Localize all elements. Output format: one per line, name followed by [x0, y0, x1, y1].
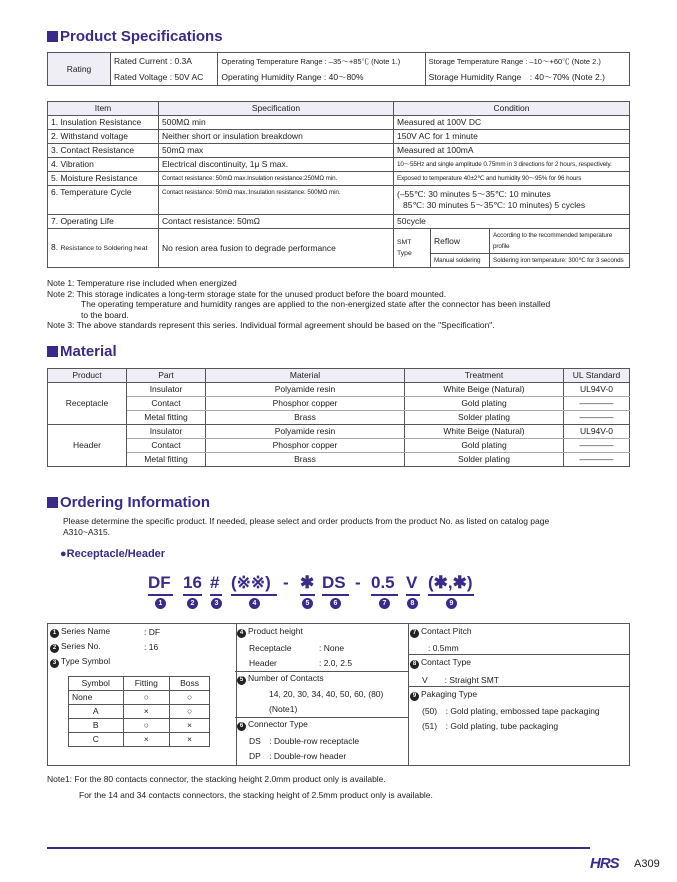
spec-header-spec: Specification	[159, 102, 394, 116]
material-header-material: Material	[206, 369, 405, 383]
ul-standard: ――――	[564, 453, 630, 467]
spec-condition: 150V AC for 1 minute	[394, 130, 630, 144]
contacts-row: 5 Number of Contacts	[237, 673, 324, 685]
material-table	[47, 368, 630, 467]
material: Phosphor copper	[206, 397, 405, 411]
spec-value: 50mΩ max	[159, 144, 394, 158]
ul-standard: ――――	[564, 397, 630, 411]
connector-type-row: 6 Connector Type	[237, 719, 308, 731]
spec-condition	[394, 186, 630, 215]
code-series: DF	[148, 573, 171, 592]
table-row	[69, 733, 210, 747]
code-series-no: 16	[183, 573, 202, 592]
underline-series	[148, 594, 173, 596]
part: Metal fitting	[127, 453, 206, 467]
part: Insulator	[127, 383, 206, 397]
spec-value: Electrical discontinuity, 1μ S max.	[159, 158, 394, 172]
spec-item: 6. Temperature Cycle	[48, 186, 159, 215]
badge-6: 6	[330, 598, 341, 609]
underline-packaging	[428, 594, 474, 596]
symbol: C	[69, 733, 124, 747]
table-row	[69, 719, 210, 733]
table-row	[48, 453, 630, 467]
spec-item: 5. Moisture Resistance	[48, 172, 159, 186]
table-row	[48, 186, 630, 215]
footer-rule	[47, 847, 590, 849]
spec-table	[47, 101, 630, 268]
spec-item: 1. Insulation Resistance	[48, 116, 159, 130]
badge-9: 9	[446, 598, 457, 609]
material: Brass	[206, 453, 405, 467]
spec-item: 2. Withstand voltage	[48, 130, 159, 144]
spec-value: No resion area fusion to degrade performance	[159, 229, 394, 268]
ordering-intro-line-1: Please determine the specific product. If needed, please select and order products from the product No. as listed on catalog page	[63, 516, 550, 526]
order-box-3	[408, 623, 630, 766]
treatment: Gold plating	[405, 439, 564, 453]
rating-storage-humidity: Storage Humidity Range : 40～70% (Note 2.)	[425, 69, 629, 86]
treatment: White Beige (Natural)	[405, 425, 564, 439]
rating-label: Rating	[48, 53, 111, 86]
section-title-ordering	[47, 494, 210, 511]
treatment: White Beige (Natural)	[405, 383, 564, 397]
specifications-title: Product Specifications	[60, 28, 223, 45]
rating-current: Rated Current : 0.3A	[111, 53, 218, 70]
badge-3: 3	[211, 598, 222, 609]
series-name-value: : DF	[144, 627, 161, 637]
table-row	[48, 425, 630, 439]
box2-divider-1	[235, 671, 408, 672]
spec-item-label: Resistance to Soldering heat	[60, 245, 148, 252]
rating-voltage: Rated Voltage : 50V AC	[111, 69, 218, 86]
underline-height	[231, 594, 277, 596]
table-row	[48, 397, 630, 411]
rating-op-temp: Operating Temperature Range : –35～+85℃ (Note 1.)	[218, 53, 425, 70]
code-pitch: 0.5	[371, 573, 395, 592]
ordering-subtitle: ●Receptacle/Header	[60, 548, 166, 560]
table-row	[69, 691, 210, 705]
table-row	[48, 439, 630, 453]
ul-standard: UL94V-0	[564, 383, 630, 397]
underline-series-no	[183, 594, 202, 596]
material: Phosphor copper	[206, 439, 405, 453]
boss: ×	[170, 719, 210, 733]
packaging-51: (51) : Gold plating, tube packaging	[422, 721, 559, 731]
underline-type	[210, 594, 222, 596]
box2-divider-2	[235, 717, 408, 718]
spec-condition: 10～55Hz and single amplitude 0.75mm in 3 directions for 2 hours, respectively.	[394, 158, 630, 172]
contacts-value: 14, 20, 30, 34, 40, 50, 60, (80)	[269, 689, 384, 699]
ordering-intro	[63, 516, 630, 538]
material: Polyamide resin	[206, 383, 405, 397]
symbol: None	[69, 691, 124, 705]
receptacle-label: Receptacle	[249, 643, 292, 653]
rating-table	[47, 52, 630, 86]
spec-value: 500MΩ min	[159, 116, 394, 130]
code-type: #	[210, 573, 220, 592]
fitting: ×	[123, 733, 170, 747]
badge-8: 8	[407, 598, 418, 609]
treatment: Solder plating	[405, 411, 564, 425]
spec-value: Contact resistance: 50mΩ max.Insulation resistance:250MΩ min.	[159, 172, 394, 186]
contact-type-row: 8 Contact Type	[410, 657, 471, 669]
temp-cycle-line-2: 85℃: 30 minutes 5～35℃: 10 minutes) 5 cycles	[403, 200, 586, 210]
code-dash-1: -	[283, 573, 289, 592]
code-dash-2: -	[355, 573, 361, 592]
part: Contact	[127, 439, 206, 453]
packaging-row: 9 Pakaging Type	[410, 689, 477, 701]
badge-7: 7	[379, 598, 390, 609]
boss: ×	[170, 733, 210, 747]
code-connector-type: DS	[322, 573, 346, 592]
table-row	[69, 705, 210, 719]
product-height-row: 4 Product height	[237, 626, 303, 638]
material-header-ul: UL Standard	[564, 369, 630, 383]
note-3: Note 3: The above standards represent this series. Individual formal agreement should be based on the "Specification".	[47, 320, 495, 330]
spec-item-number: 8.	[51, 242, 59, 252]
symbol-table	[68, 676, 210, 747]
material: Brass	[206, 411, 405, 425]
spec-condition: Measured at 100V DC	[394, 116, 630, 130]
spec-condition: Measured at 100mA	[394, 144, 630, 158]
spec-header-item: Item	[48, 102, 159, 116]
packaging-50: (50) : Gold plating, embossed tape packaging	[422, 706, 600, 716]
spec-item: 3. Contact Resistance	[48, 144, 159, 158]
spec-item: 4. Vibration	[48, 158, 159, 172]
table-row	[48, 383, 630, 397]
contacts-label: Number of Contacts	[248, 673, 324, 683]
note-2: Note 2: This storage indicates a long-term storage state for the unused product before the board mounted.	[47, 288, 447, 299]
rating-op-humidity: Operating Humidity Range : 40～80%	[218, 69, 425, 86]
box3-divider-1	[408, 654, 629, 655]
note-2-cont: The operating temperature and humidity ranges are applied to the non-energized state after the connector has been installed	[81, 299, 551, 309]
badge-2: 2	[187, 598, 198, 609]
product-receptacle: Receptacle	[48, 383, 127, 425]
table-row	[48, 229, 630, 254]
table-row	[48, 144, 630, 158]
ordering-intro-line-2: A310~A315.	[63, 527, 111, 537]
part: Metal fitting	[127, 411, 206, 425]
spec-item: 7. Operating Life	[48, 215, 159, 229]
ordering-note-2: For the 14 and 34 contacts connectors, the stacking height of 2.5mm product only is available.	[79, 790, 433, 800]
rating-storage-temp: Storage Temperature Range : –10～+60℃ (Note 2.)	[425, 53, 629, 70]
ul-standard: UL94V-0	[564, 425, 630, 439]
section-title-specifications	[47, 28, 223, 45]
header-value: : 2.0, 2.5	[319, 658, 353, 668]
code-contact-type: V	[406, 573, 418, 592]
symbol: B	[69, 719, 124, 733]
smt-type-label: SMT Type	[394, 229, 431, 268]
ordering-notes	[47, 771, 433, 803]
box3-divider-2	[408, 686, 629, 687]
series-no-row: 2 Series No.	[50, 641, 101, 653]
ordering-title: Ordering Information	[60, 494, 210, 511]
series-name-row: 1 Series Name	[50, 626, 110, 638]
contact-pitch-row: 7 Contact Pitch	[410, 626, 472, 638]
hrs-logo: HRS	[590, 855, 619, 872]
manual-soldering-condition: Soldering iron temperature: 300℃ for 3 seconds	[490, 254, 630, 268]
spec-value: Contact resistance: 50mΩ	[159, 215, 394, 229]
reflow-condition: According to the recommended temperature profile	[490, 229, 630, 254]
material: Polyamide resin	[206, 425, 405, 439]
underline-connector-type	[322, 594, 349, 596]
page-number: A309	[634, 858, 660, 870]
table-row	[48, 411, 630, 425]
ul-standard: ――――	[564, 439, 630, 453]
series-name-label: Series Name	[61, 626, 111, 636]
code-packaging: (✱,✱)	[428, 573, 473, 592]
underline-contacts	[300, 594, 315, 596]
underline-contact-type	[406, 594, 420, 596]
treatment: Gold plating	[405, 397, 564, 411]
connector-type-label: Connector Type	[248, 719, 308, 729]
underline-pitch	[371, 594, 398, 596]
material-header-product: Product	[48, 369, 127, 383]
part: Contact	[127, 397, 206, 411]
code-height: (※※)	[231, 573, 271, 592]
ul-standard: ――――	[564, 411, 630, 425]
series-no-value: : 16	[144, 642, 159, 652]
contacts-note: (Note1)	[269, 704, 298, 714]
fitting-header: Fitting	[123, 677, 170, 691]
spec-item	[48, 229, 159, 268]
ordering-note-1: Note1: For the 80 contacts connector, the stacking height 2.0mm product only is available.	[47, 774, 386, 784]
spec-condition: 50cycle	[394, 215, 630, 229]
note-1: Note 1: Temperature rise included when energized	[47, 278, 237, 288]
header-label: Header	[249, 658, 277, 668]
product-header: Header	[48, 425, 127, 467]
type-symbol-label: Type Symbol	[61, 656, 111, 666]
boss: ○	[170, 705, 210, 719]
reflow-label: Reflow	[431, 229, 490, 254]
spec-value: Contact resistance: 50mΩ max.:Insulation resistance: 500MΩ min.	[159, 186, 394, 215]
series-no-label: Series No.	[61, 641, 101, 651]
order-box-1	[47, 623, 237, 766]
spec-notes	[47, 278, 550, 331]
spec-value: Neither short or insulation breakdown	[159, 130, 394, 144]
material-header-treatment: Treatment	[405, 369, 564, 383]
table-row	[48, 172, 630, 186]
type-symbol-row: 3 Type Symbol	[50, 656, 110, 668]
symbol: A	[69, 705, 124, 719]
code-contacts: ✱	[300, 573, 315, 592]
packaging-label: Pakaging Type	[421, 689, 478, 699]
table-row	[48, 215, 630, 229]
product-height-label: Product height	[248, 626, 303, 636]
fitting: ○	[123, 719, 170, 733]
contact-type-label: Contact Type	[421, 657, 471, 667]
part: Insulator	[127, 425, 206, 439]
badge-5: 5	[302, 598, 313, 609]
badge-4: 4	[249, 598, 260, 609]
manual-soldering-label: Manual soldering	[431, 254, 490, 268]
receptacle-value: : None	[319, 643, 345, 653]
connector-dp: DP : Double-row header	[249, 751, 347, 761]
table-row	[48, 158, 630, 172]
contact-pitch-label: Contact Pitch	[421, 626, 472, 636]
material-title: Material	[60, 343, 117, 360]
spec-condition: Exposed to temperature 40±2℃ and humidity 90～95% for 96 hours	[394, 172, 630, 186]
connector-ds: DS : Double-row receptacle	[249, 736, 360, 746]
contact-type-value: V : Straight SMT	[422, 675, 499, 685]
spec-header-condition: Condition	[394, 102, 630, 116]
table-row	[48, 116, 630, 130]
contact-pitch-value: : 0.5mm	[428, 643, 459, 653]
fitting: ○	[123, 691, 170, 705]
table-row	[48, 130, 630, 144]
treatment: Solder plating	[405, 453, 564, 467]
order-box-2	[235, 623, 409, 766]
material-header-part: Part	[127, 369, 206, 383]
symbol-header: Symbol	[69, 677, 124, 691]
note-2-cont2: to the board.	[81, 309, 129, 320]
boss: ○	[170, 691, 210, 705]
boss-header: Boss	[170, 677, 210, 691]
fitting: ×	[123, 705, 170, 719]
temp-cycle-line-1: (–55℃: 30 minutes 5～35℃: 10 minutes	[397, 189, 551, 199]
badge-1: 1	[155, 598, 166, 609]
section-title-material	[47, 343, 117, 360]
